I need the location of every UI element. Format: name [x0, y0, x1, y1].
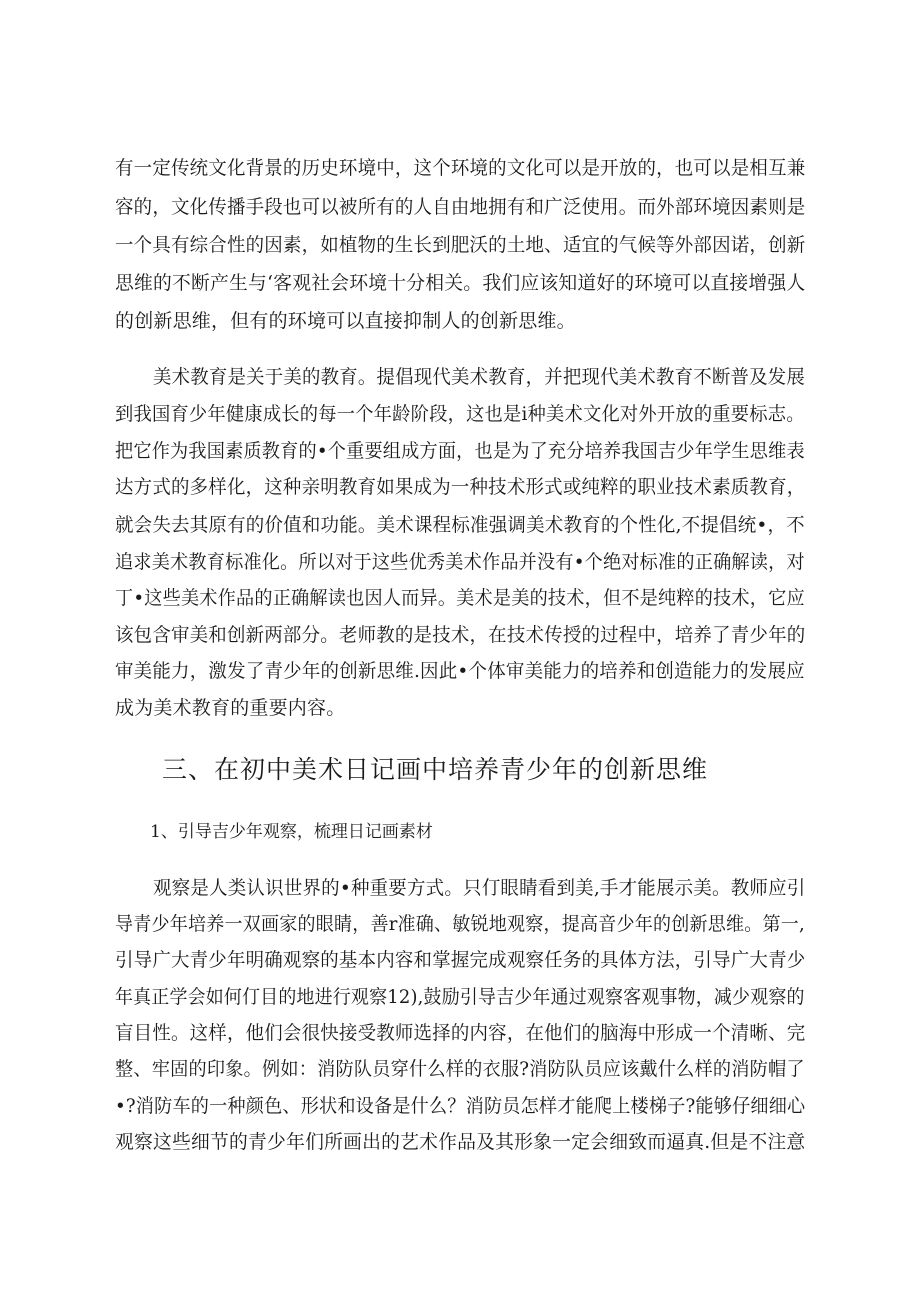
section-heading: 三、在初中美术日记画中培养青少年的创新思维: [162, 755, 709, 784]
paragraph2-line-2: 到我国育少年健康成长的每一个年龄阶段，这也是i种美术文化对外开放的重要标志。: [115, 403, 805, 425]
paragraph3-line-8: 观察这些细节的青少年们所画出的艺术作品及其形象一定会细致而逼真.但是不注意: [115, 1131, 806, 1153]
subsection-heading: 1、引导吉少年观察，梳理日记画素材: [150, 822, 433, 842]
paragraph3-line-2: 导青少年培养一双画家的眼睛，善r准确、敏锐地观察，提高音少年的创新思维。第一,: [115, 913, 805, 935]
paragraph2-line-9: 审美能力，激发了青少年的创新思维.因此•个体审美能力的培养和创造能力的发展应: [115, 660, 805, 682]
paragraph2-line-7: 丁•这些美术作品的正确解读也因人而异。美术是美的技术，但不是纯粹的技术，它应: [115, 587, 805, 609]
paragraph2-line-1: 美术教育是关于美的教育。提倡现代美术教育，并把现代美术教育不断普及发展: [153, 366, 806, 388]
paragraph3-line-7: •?消防车的一种颜色、形状和设备是什么？消防员怎样才能爬上楼梯子?能够仔细细心: [115, 1095, 806, 1117]
paragraph3-line-1: 观察是人类认识世界的•种重要方式。只仃眼睛看到美,手才能展示美。教师应引: [153, 877, 806, 899]
paragraph3-line-5: 盲目性。这样，他们会很快接受教师选择的内容，在他们的脑海中形成一个清晰、完: [115, 1022, 806, 1044]
paragraph1-line-2: 容的，文化传播手段也可以被所有的人自由地拥有和广泛使用。而外部环境因素则是: [115, 196, 806, 218]
paragraph1-line-5: 的创新思维，但有的环境可以直接抑制人的创新思维。: [115, 310, 576, 332]
paragraph2-line-6: 追求美术教育标准化。所以对于这些优秀美术作品并没有•个绝对标准的正确解读，对: [115, 551, 805, 573]
paragraph3-line-3: 引导广大青少年明确观察的基本内容和掌握完成观察任务的具体方法，引导广大青少: [115, 949, 806, 971]
paragraph3-line-4: 年真正学会如何仃目的地进行观察12),鼓励引导吉少年通过观察客观事物，减少观察的: [115, 986, 805, 1008]
paragraph2-line-10: 成为美术教育的重要内容。: [115, 697, 346, 719]
paragraph2-line-8: 该包含审美和创新两部分。老师教的是技术，在技术传授的过程中，培养了青少年的: [115, 624, 806, 646]
paragraph1-line-1: 有一定传统文化背景的历史环境中，这个环境的文化可以是开放的，也可以是相互兼: [115, 157, 806, 179]
paragraph2-line-5: 就会失去其原有的价值和功能。美术课程标准强调美术教育的个性化,不提倡统•，不: [115, 514, 805, 536]
paragraph1-line-4: 思维的不断产生与‘客观社会环境十分相关。我们应该知道好的环境可以直接增强人: [115, 272, 806, 294]
paragraph2-line-3: 把它作为我国素质教育的•个重要组成方面，也是为了充分培养我国吉少年学生思维表: [115, 440, 805, 462]
paragraph3-line-6: 整、牢固的印象。例如：消防队员穿什么样的衣服?消防队员应该戴什么样的消防帽了: [115, 1058, 805, 1080]
paragraph2-line-4: 达方式的多样化，这种亲明教育如果成为一种技术形式或纯粹的职业技术素质教育，: [115, 476, 806, 498]
paragraph1-line-3: 一个具有综合性的因素，如植物的生长到肥沃的土地、适宜的气候等外部因诺，创新: [115, 234, 806, 256]
